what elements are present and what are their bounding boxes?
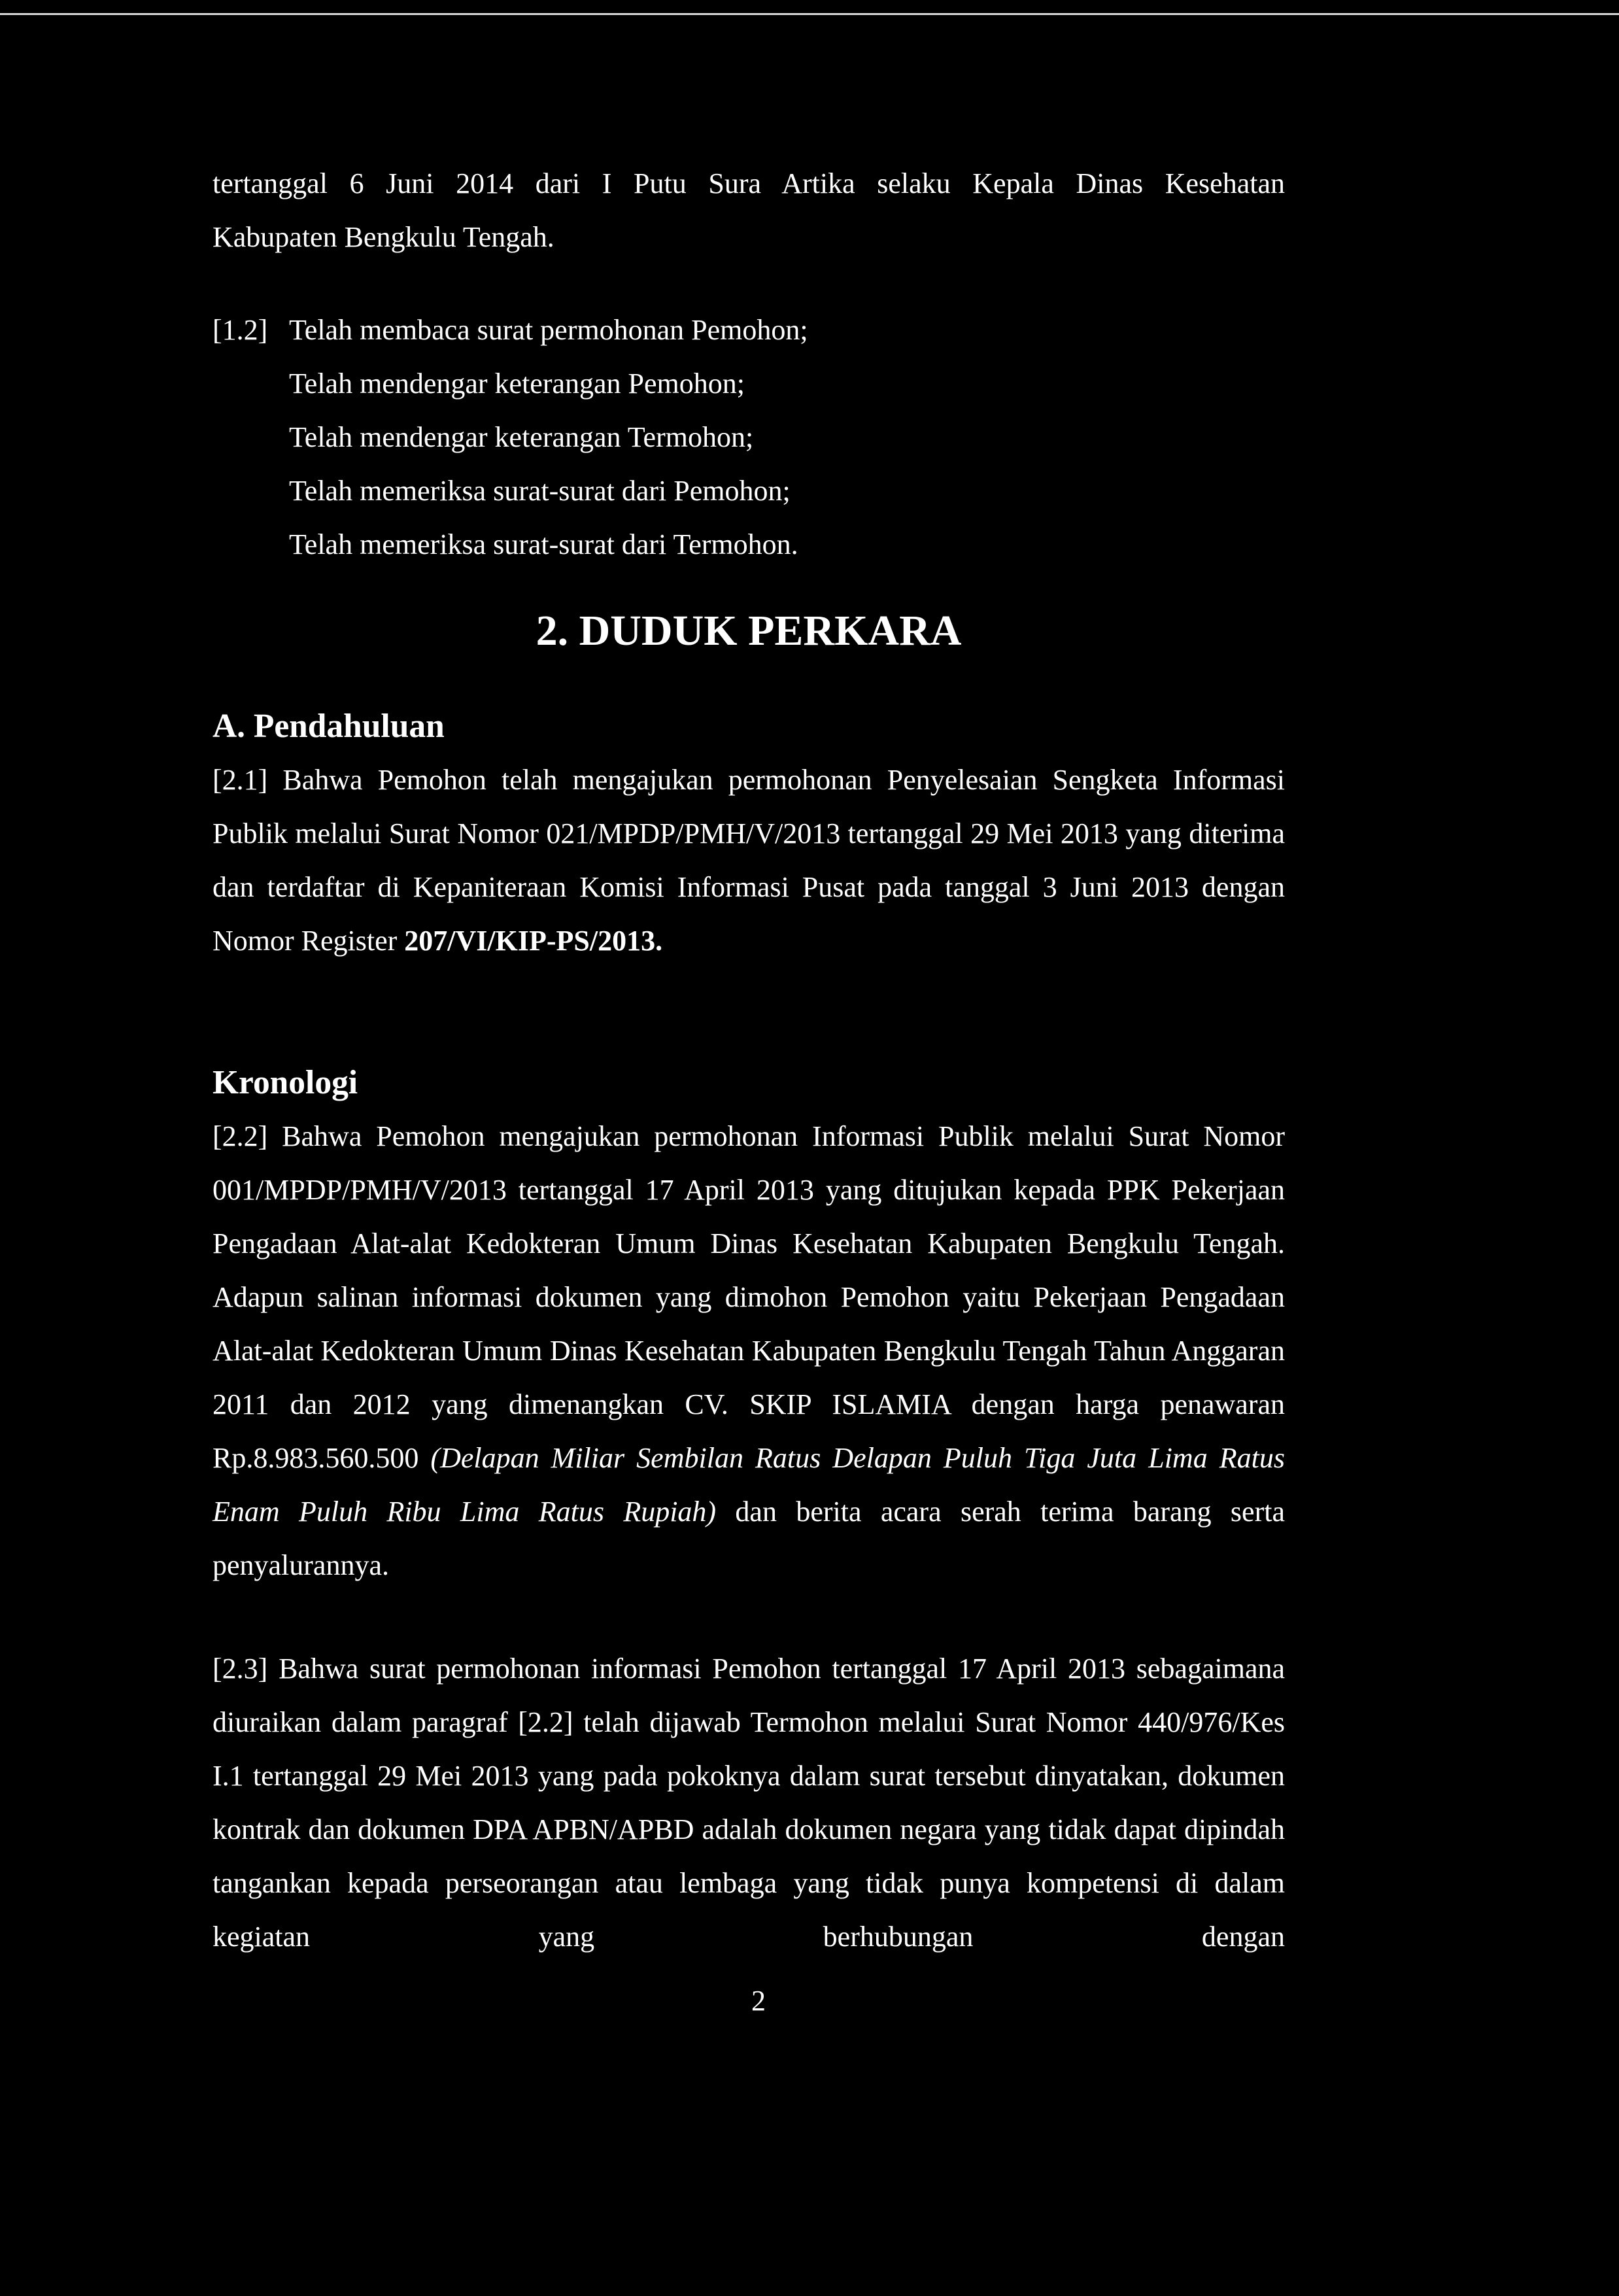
- paragraph-spacer: [213, 968, 1285, 1056]
- intro-line-2: Kabupaten Bengkulu Tengah.: [213, 221, 554, 253]
- pendahuluan-heading: A. Pendahuluan: [213, 708, 445, 745]
- read-item-text-1: Telah membaca surat permohonan Pemohon;: [289, 314, 808, 346]
- read-item-4: Telah memeriksa surat-surat dari Pemohon;: [289, 475, 791, 507]
- paragraph-2-3: [2.3] Bahwa surat permohonan informasi Pemohon tertanggal 17 April 2013 sebagaimana diuraikan dalam paragraf [2.2] telah dijawab Termohon melalui Surat Nomor 440/976/Kes I.1 tertanggal 29 Mei 2013 yang pada pokoknya dalam surat tersebut dinyatakan, dokumen kontrak dan dokumen DPA APBN/APBD adalah dokumen negara yang tidak dapat dipindah tangankan kepada perseorangan atau lembaga yang tidak punya kompetensi di dalam kegiatan yang berhubungan dengan: [213, 1653, 1285, 1953]
- kronologi-heading: Kronologi: [213, 1064, 358, 1101]
- paragraph-2-2-italic-amount: (Delapan Miliar Sembilan Ratus Delapan Puluh Tiga Juta Lima Ratus Enam Puluh Ribu Lima Ratus Rupiah): [213, 1442, 1285, 1528]
- read-item-1: [213, 303, 1285, 357]
- intro-section: [213, 157, 1285, 264]
- paragraph-2-2-text-after: dan berita acara serah terima barang serta penyalurannya.: [213, 1496, 1285, 1581]
- document-page: [213, 157, 1285, 1964]
- top-divider-line: [0, 13, 1619, 15]
- paragraph-2-1: [213, 753, 1285, 968]
- paragraph-spacer-2: [213, 1592, 1285, 1642]
- page-number: 2: [751, 1985, 766, 2017]
- register-number: 207/VI/KIP-PS/2013.: [404, 925, 663, 957]
- paragraph-2-2: [213, 1110, 1285, 1592]
- read-item-2: Telah mendengar keterangan Pemohon;: [289, 368, 745, 400]
- read-item-3: Telah mendengar keterangan Termohon;: [289, 421, 754, 453]
- paragraph-2-2-text-before: [2.2] Bahwa Pemohon mengajukan permohonan Informasi Publik melalui Surat Nomor 001/MPDP/PMH/V/2013 tertanggal 17 April 2013 yang ditujukan kepada PPK Pekerjaan Pengadaan Alat-alat Kedokteran Umum Dinas Kesehatan Kabupaten Bengkulu Tengah. Adapun salinan informasi dokumen yang dimohon Pemohon yaitu Pekerjaan Pengadaan Alat-alat Kedokteran Umum Dinas Kesehatan Kabupaten Bengkulu Tengah Tahun Anggaran 2011 dan 2012 yang dimenangkan CV. SKIP ISLAMIA dengan harga penawaran Rp.8.983.560.500: [213, 1120, 1285, 1474]
- read-item-5: Telah memeriksa surat-surat dari Termohon.: [289, 528, 798, 560]
- read-list-number: [1.2]: [213, 314, 268, 346]
- read-list-section: [213, 303, 1285, 572]
- paragraph-2-1-text: [2.1] Bahwa Pemohon telah mengajukan permohonan Penyelesaian Sengketa Informasi Publik melalui Surat Nomor 021/MPDP/PMH/V/2013 tertanggal 29 Mei 2013 yang diterima dan terdaftar di Kepaniteraan Komisi Informasi Pusat pada tanggal 3 Juni 2013 dengan Nomor Register: [213, 764, 1285, 957]
- duduk-perkara-heading: 2. DUDUK PERKARA: [536, 607, 962, 655]
- intro-line-1: tertanggal 6 Juni 2014 dari I Putu Sura Artika selaku Kepala Dinas Kesehatan: [213, 167, 1285, 199]
